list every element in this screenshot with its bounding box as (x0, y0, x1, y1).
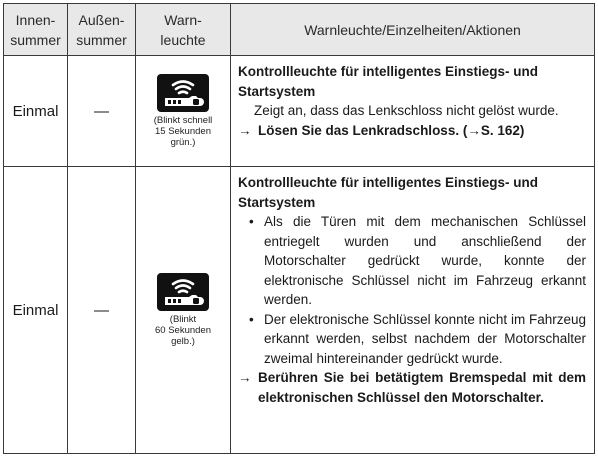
detail-title: Kontrollleuchte für intelligentes Einstiegs- und Startsystem (238, 64, 539, 99)
smart-key-indicator-icon (157, 273, 209, 311)
cell-outer (68, 167, 136, 453)
bullet-text: Der elektronische Schlüssel konnte nicht im Fahrzeug erkannt werden, selbst nachdem der Motorschalter zweimal hintereinander gedrückt wurde. (264, 311, 586, 366)
lamp-note: (Blinkt 60 Sekunden gelb.) (155, 314, 211, 347)
warning-lamp (136, 56, 230, 166)
action-text: Berühren Sie bei betätigtem Bremspedal mit dem elektronischen Schlüssel den Motorschalter. (258, 370, 586, 405)
outer-buzzer-value: — (94, 301, 109, 319)
detail-action (238, 121, 586, 141)
header-cell-details (231, 4, 594, 55)
header-details: Warnleuchte/Einzelheiten/Aktionen (304, 21, 521, 38)
cell-lamp (136, 167, 231, 453)
header-warning-lamp: Warn- leuchte (160, 11, 206, 48)
header-inner-buzzer: Innen- summer (10, 11, 61, 48)
bullet-text: Als die Türen mit dem mechanischen Schlüssel entriegelt wurden und anschließend der Motorschalter gedrückt wurde, konnte der elektronische Schlüssel nicht im Fahrzeug erkannt werden. (264, 214, 586, 307)
detail-action (238, 368, 586, 407)
cell-details (231, 167, 594, 453)
inner-buzzer-value: Einmal (12, 102, 59, 120)
detail-title: Kontrollleuchte für intelligentes Einstiegs- und Startsystem (238, 175, 539, 210)
header-cell-inner (4, 4, 68, 55)
arrow-icon: → (238, 370, 252, 385)
smart-key-indicator-icon (157, 74, 209, 112)
cell-details (231, 56, 594, 166)
detail-text: Zeigt an, dass das Lenkschloss nicht gelöst wurde. (254, 103, 559, 118)
outer-buzzer-value: — (94, 102, 109, 120)
bullet-icon: • (249, 214, 254, 229)
warning-table (3, 3, 595, 454)
bullet-item (238, 212, 586, 310)
lamp-note: (Blinkt schnell 15 Sekunden grün.) (153, 115, 213, 148)
details (231, 167, 594, 407)
arrow-icon: → (238, 122, 252, 138)
details (231, 56, 594, 140)
bullet-icon: • (249, 311, 254, 327)
header-cell-lamp (136, 4, 231, 55)
inner-buzzer-value: Einmal (12, 301, 59, 319)
action-text: Lösen Sie das Lenkradschloss. (→S. 162) (258, 122, 525, 138)
table-row (4, 56, 594, 167)
header-cell-outer (68, 4, 136, 55)
warning-lamp (136, 167, 230, 453)
cell-inner (4, 56, 68, 166)
cell-outer (68, 56, 136, 166)
cell-inner (4, 167, 68, 453)
table-header (4, 4, 594, 56)
table-row (4, 167, 594, 453)
cell-lamp (136, 56, 231, 166)
bullet-item (238, 310, 586, 369)
header-outer-buzzer: Außen- summer (76, 11, 127, 48)
